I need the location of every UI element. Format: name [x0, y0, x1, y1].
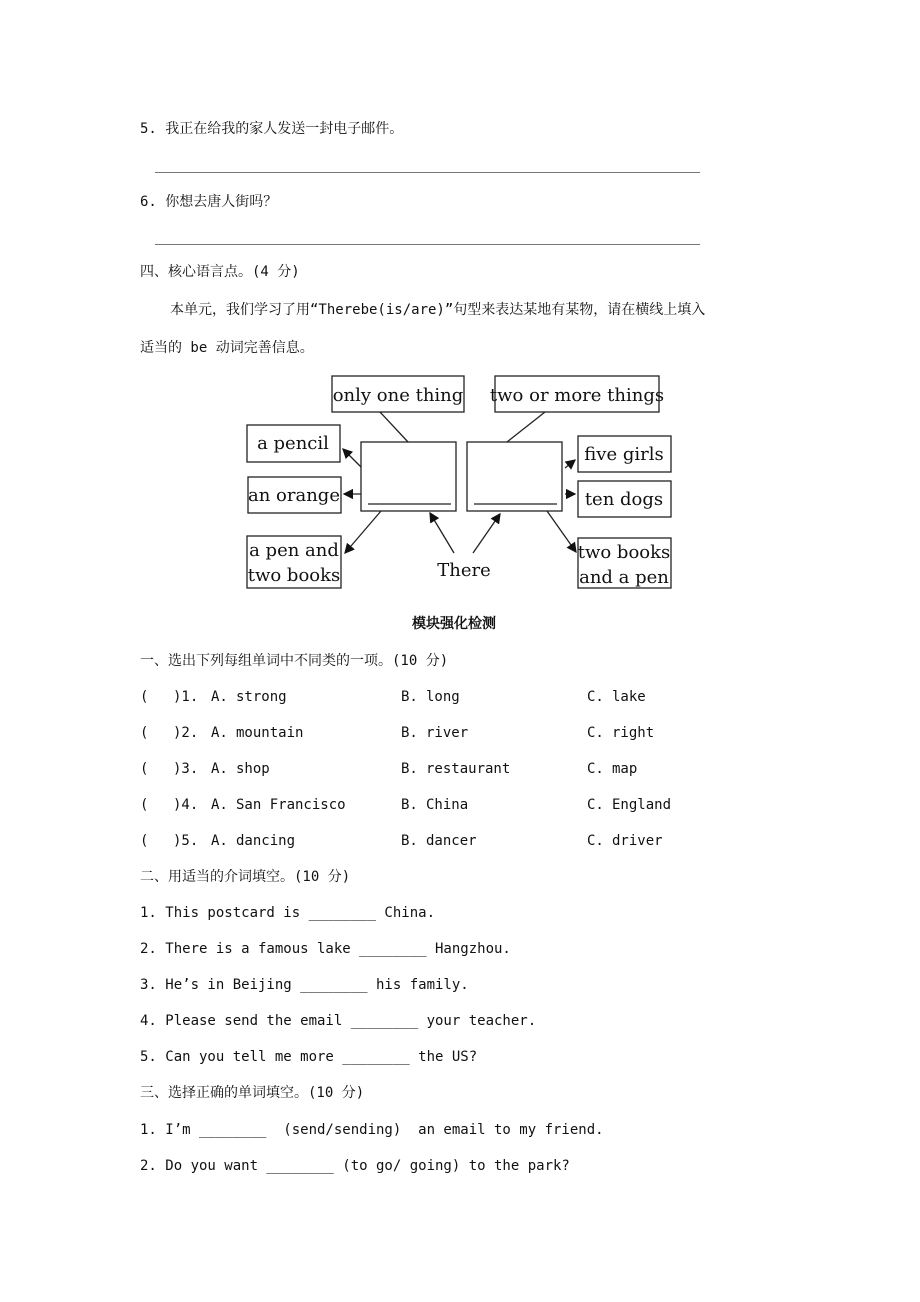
choice-a: strong	[236, 689, 287, 705]
choice-a: dancing	[236, 833, 296, 849]
choice-lc: C.	[587, 761, 604, 777]
label-there: There	[437, 560, 491, 581]
item-two-books: two books	[247, 565, 341, 586]
item-five-girls: five girls	[584, 444, 664, 465]
choice-lb: B.	[401, 833, 418, 849]
blank-box-are[interactable]	[467, 442, 562, 511]
there-be-diagram	[0, 0, 920, 600]
choice-c: lake	[612, 689, 646, 705]
question-5: 5. 我正在给我的家人发送一封电子邮件。	[140, 121, 404, 137]
part1-heading: 一、选出下列每组单词中不同类的一项。(10 分)	[140, 653, 449, 669]
choice-lc: C.	[587, 833, 604, 849]
answer-bracket[interactable]: (	[140, 725, 149, 741]
choice-a: mountain	[236, 725, 304, 741]
choice-lb: B.	[401, 725, 418, 741]
choice-la: A.	[211, 689, 228, 705]
choice-b: China	[426, 797, 469, 813]
test-title: 模块强化检测	[412, 616, 496, 632]
choice-la: A.	[211, 761, 228, 777]
choice-num: )2.	[173, 725, 199, 741]
choice-a: San Francisco	[236, 797, 346, 813]
item-a-pen-and: a pen and	[249, 540, 339, 561]
answer-bracket[interactable]: (	[140, 797, 149, 813]
part2-item: 2. There is a famous lake ________ Hangzhou.	[140, 941, 511, 957]
choice-b: restaurant	[426, 761, 511, 777]
choice-lc: C.	[587, 689, 604, 705]
part2-item: 4. Please send the email ________ your teacher.	[140, 1013, 537, 1029]
choice-num: )1.	[173, 689, 199, 705]
question-6: 6. 你想去唐人街吗？	[140, 194, 278, 210]
choice-a: shop	[236, 761, 270, 777]
item-ten-dogs: ten dogs	[584, 489, 664, 510]
item-an-orange: an orange	[248, 485, 340, 506]
choice-la: A.	[211, 833, 228, 849]
answer-bracket[interactable]: (	[140, 761, 149, 777]
choice-b: dancer	[426, 833, 477, 849]
choice-lc: C.	[587, 797, 604, 813]
choice-c: driver	[612, 833, 663, 849]
choice-b: long	[426, 689, 460, 705]
choice-c: England	[612, 797, 672, 813]
choice-la: A.	[211, 797, 228, 813]
part2-heading: 二、用适当的介词填空。(10 分)	[140, 869, 351, 885]
choice-la: A.	[211, 725, 228, 741]
choice-num: )5.	[173, 833, 199, 849]
part3-heading: 三、选择正确的单词填空。(10 分)	[140, 1085, 365, 1101]
choice-c: map	[612, 761, 638, 777]
label-only-one-thing: only one thing	[332, 385, 464, 406]
choice-lb: B.	[401, 689, 418, 705]
choice-num: )4.	[173, 797, 199, 813]
choice-lb: B.	[401, 761, 418, 777]
part3-item: 2. Do you want ________ (to go/ going) to the park?	[140, 1158, 570, 1174]
choice-c: right	[612, 725, 655, 741]
part2-item: 5. Can you tell me more ________ the US?	[140, 1049, 478, 1065]
choice-lb: B.	[401, 797, 418, 813]
item-and-a-pen: and a pen	[579, 567, 669, 588]
part2-item: 1. This postcard is ________ China.	[140, 905, 436, 921]
section4-para1: 本单元，我们学习了用“Therebe(is/are)”句型来表达某地有某物，请在横线上填入	[170, 302, 706, 318]
blank-box-is[interactable]	[361, 442, 456, 511]
item-a-pencil: a pencil	[257, 433, 329, 454]
part3-item: 1. I’m ________ (send/sending) an email to my friend.	[140, 1122, 604, 1138]
answer-bracket[interactable]: (	[140, 689, 149, 705]
choice-lc: C.	[587, 725, 604, 741]
item-two-books-r: two books	[577, 542, 671, 563]
answer-bracket[interactable]: (	[140, 833, 149, 849]
part2-item: 3. He’s in Beijing ________ his family.	[140, 977, 469, 993]
choice-num: )3.	[173, 761, 199, 777]
label-two-or-more: two or more things	[489, 385, 665, 406]
section4-heading: 四、核心语言点。(4 分)	[140, 264, 300, 280]
section4-para2: 适当的 be 动词完善信息。	[140, 340, 314, 356]
choice-b: river	[426, 725, 469, 741]
